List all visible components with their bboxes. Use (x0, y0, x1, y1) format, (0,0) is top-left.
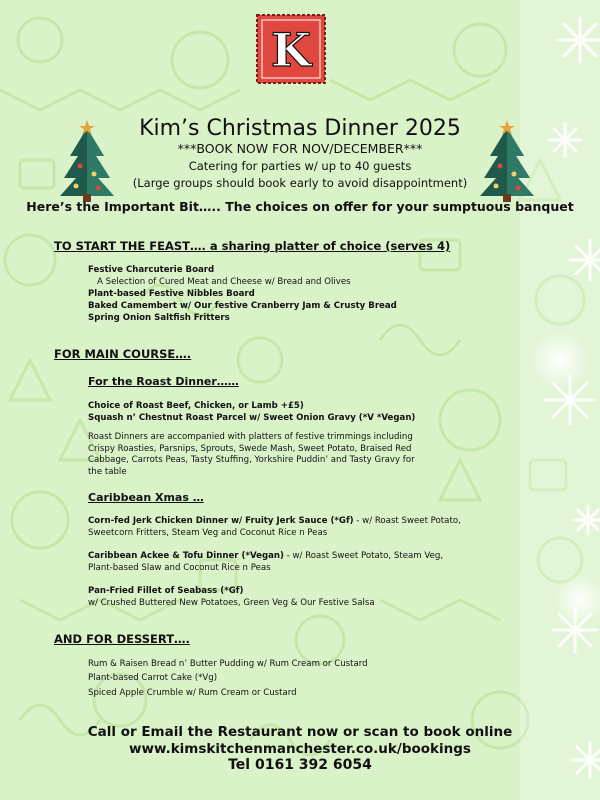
roast-item: Choice of Roast Beef, Chicken, or Lamb +£5) (88, 401, 304, 411)
roast-item: Squash n’ Chestnut Roast Parcel w/ Sweet Onion Gravy (*V *Vegan) (88, 413, 416, 423)
caribbean-item-continued: Plant-based Slaw and Coconut Rice n Peas (88, 563, 271, 573)
catering-text: Catering for parties w/ up to 40 guests (188, 159, 412, 173)
telephone-number[interactable]: Tel 0161 392 6054 (228, 757, 372, 773)
large-groups-note: (Large groups should book early to avoid disappointment) (132, 176, 468, 190)
caribbean-item-name: Corn-fed Jerk Chicken Dinner w/ Fruity Jerk Sauce (*Gf) (88, 516, 354, 526)
book-now-banner: ***BOOK NOW FOR NOV/DECEMBER*** (177, 141, 423, 156)
caribbean-item (88, 516, 461, 528)
roast-dinner-heading: For the Roast Dinner…… (88, 375, 239, 388)
main-course-heading: FOR MAIN COURSE…. (54, 347, 192, 361)
page-title: Kim’s Christmas Dinner 2025 (139, 116, 461, 141)
caribbean-item-continued: Sweetcorn Fritters, Steam Veg and Coconut Rice n Peas (88, 528, 328, 538)
dessert-item: Rum & Raisen Bread n’ Butter Pudding w/ Rum Cream or Custard (88, 659, 368, 669)
starter-item-description: A Selection of Cured Meat and Cheese w/ Bread and Olives (97, 277, 351, 287)
starters-heading: TO START THE FEAST…. a sharing platter of choice (serves 4) (54, 239, 451, 253)
caribbean-item-desc: - w/ Roast Sweet Potato, (353, 516, 461, 526)
roast-dinner-note: Roast Dinners are accompanied with platters of festive trimmings including Crispy Roasties, Parsnips, Sprouts, Swede Mash, Sweet Potato, Braised Red Cabbage, Carrots Peas, Tasty Stuffing, Yorkshire Puddin’ and Tasty Gravy for the table (88, 432, 415, 477)
dessert-item: Plant-based Carrot Cake (*Vg) (88, 673, 218, 683)
caribbean-item (88, 551, 443, 563)
caribbean-xmas-heading: Caribbean Xmas … (88, 491, 204, 504)
starter-item: Plant-based Festive Nibbles Board (88, 289, 255, 299)
call-to-action: Call or Email the Restaurant now or scan to book online (87, 724, 513, 740)
starter-item: Festive Charcuterie Board (88, 265, 215, 275)
dessert-item: Spiced Apple Crumble w/ Rum Cream or Custard (88, 688, 297, 698)
logo-letter: K (271, 23, 311, 77)
starter-item: Baked Camembert w/ Our festive Cranberry Jam & Crusty Bread (88, 301, 397, 311)
caribbean-item-continued: w/ Crushed Buttered New Potatoes, Green Veg & Our Festive Salsa (88, 598, 375, 608)
important-heading: Here’s the Important Bit….. The choices on offer for your sumptuous banquet (26, 199, 574, 214)
kims-kitchen-logo (256, 14, 326, 84)
caribbean-item-name: Pan-Fried Fillet of Seabass (*Gf) (88, 586, 244, 596)
booking-url[interactable]: www.kimskitchenmanchester.co.uk/bookings (129, 741, 471, 757)
caribbean-item-name: Caribbean Ackee & Tofu Dinner (*Vegan) (88, 551, 284, 561)
caribbean-item-desc: - w/ Roast Sweet Potato, Steam Veg, (283, 551, 444, 561)
dessert-heading: AND FOR DESSERT…. (54, 632, 190, 646)
starter-item: Spring Onion Saltfish Fritters (88, 313, 230, 323)
